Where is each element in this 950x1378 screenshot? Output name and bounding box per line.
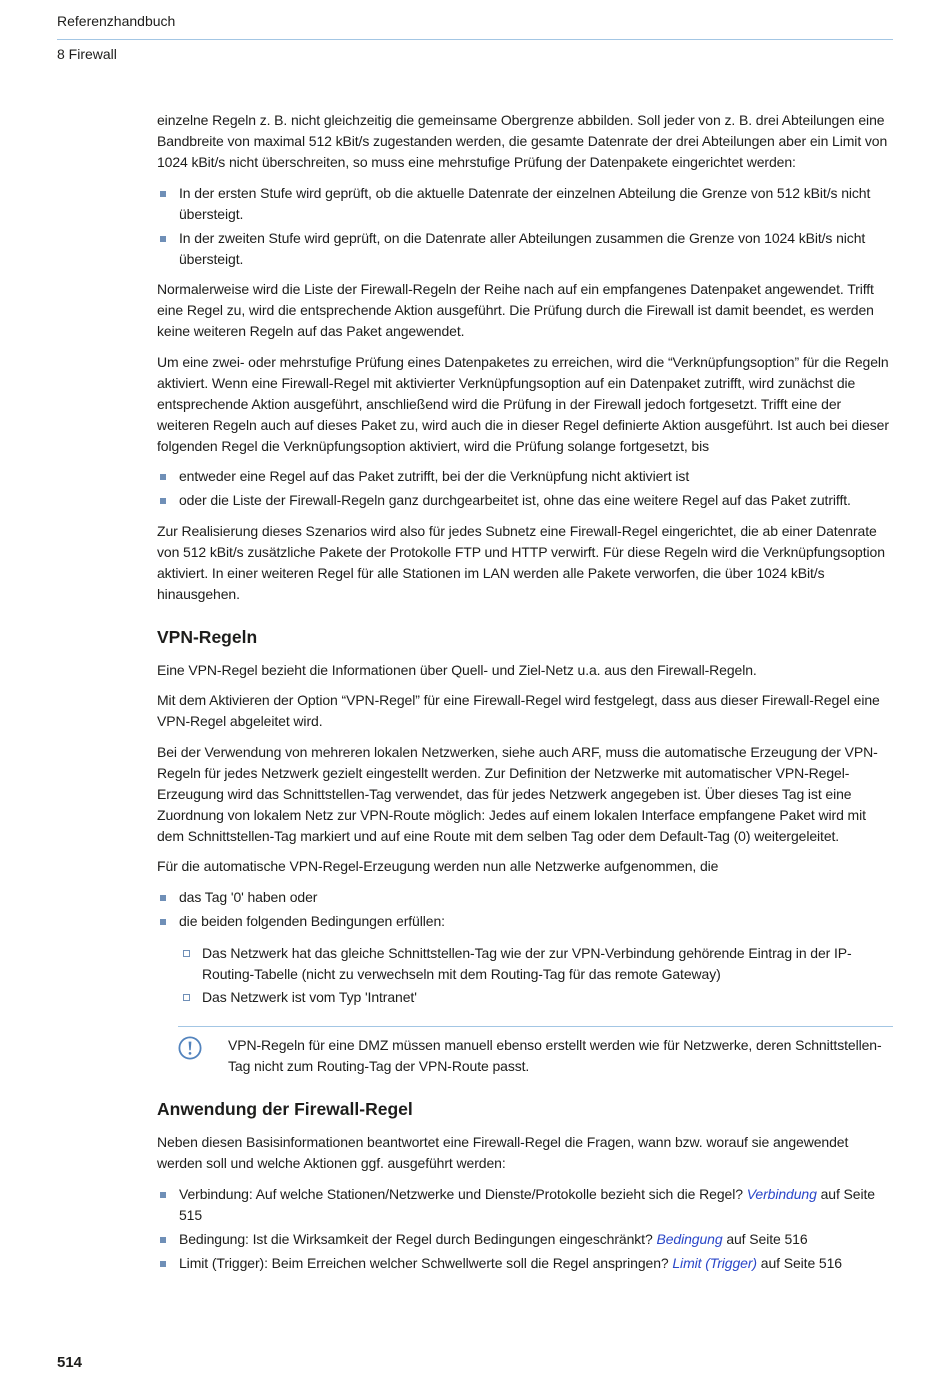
bullet-square-icon xyxy=(160,474,166,480)
bullet-square-icon xyxy=(160,919,166,925)
linking-option-paragraph: Um eine zwei- oder mehrstufige Prüfung eines Datenpaketes zu erreichen, wird die “Verknüpfungsoption” für die Regeln aktiviert. Wenn eine Firewall-Regel mit aktivierter Verknüpfungsoption auf ein Datenpaket zutrifft, wird zunächst die entsprechende Aktion ausgeführt, anschließend wird die Prüfung in der Firewall jedoch fortgesetzt. Trifft eine der weiteren Regeln auch auf dieses Paket zu, wird auch die in dieser Regel definierte Aktion ausgeführt. Ist auch bei dieser folgenden Regel die Verknüpfungsoption aktiviert, wird die Prüfung solange fortgesetzt, bis xyxy=(157,353,889,454)
default-processing-paragraph: Normalerweise wird die Liste der Firewall-Regeln der Reihe nach auf ein empfangenes Datenpaket angewendet. Trifft eine Regel zu, wird die entsprechende Aktion ausgeführt. Die Prüfung durch die Firewall ist damit beendet, es werden keine weiteren Regeln auf das Paket angewendet. xyxy=(157,281,874,339)
paragraph: Eine VPN-Regel bezieht die Informationen über Quell- und Ziel-Netz u.a. aus den Firewall-Regeln. xyxy=(157,661,757,678)
bullet-square-icon xyxy=(160,236,166,242)
list-item xyxy=(157,887,893,908)
list-item xyxy=(157,1184,893,1226)
scenario-paragraph: Zur Realisierung dieses Szenarios wird also für jedes Subnetz eine Firewall-Regel eingerichtet, die ab einer Datenrate von 512 kBit/s zusätzliche Pakete der Protokolle FTP und HTTP verwirft. Für diese Regeln wird die Verknüpfungsoption aktiviert. In einer weiteren Regel für alle Stationen im LAN werden alle Pakete verworfen, die über 1024 kBit/s hinausgehen. xyxy=(157,522,885,602)
list-item-text: In der zweiten Stufe wird geprüft, on die Datenrate aller Abteilungen zusammen die Grenze von 1024 kBit/s nicht übersteigt. xyxy=(179,229,866,267)
sub-list-item xyxy=(179,943,893,985)
section-heading-firewall-rule-application: Anwendung der Firewall-Regel xyxy=(157,1099,413,1119)
aspect-question: Limit (Trigger): Beim Erreichen welcher Schwellwerte soll die Regel anspringen? xyxy=(179,1254,669,1271)
aspect-question: Bedingung: Ist die Wirksamkeit der Regel durch Bedingungen eingeschränkt? xyxy=(179,1230,653,1247)
running-title: Referenzhandbuch xyxy=(57,13,176,29)
page-reference: auf Seite 516 xyxy=(760,1254,842,1271)
bullet-square-icon xyxy=(160,498,166,504)
chapter-label: 8 Firewall xyxy=(57,46,117,62)
bullet-square-icon xyxy=(160,1192,166,1198)
list-item-text: oder die Liste der Firewall-Regeln ganz durchgearbeitet ist, ohne das eine weitere Regel auf das Paket zutrifft. xyxy=(179,492,851,508)
page-content xyxy=(157,110,893,1283)
bullet-square-icon xyxy=(160,1237,166,1243)
bullet-square-icon xyxy=(160,1261,166,1267)
header-divider xyxy=(57,39,893,40)
rule-aspects-list xyxy=(157,1184,893,1274)
list-item xyxy=(157,183,893,225)
list-item xyxy=(157,1253,893,1274)
note-box xyxy=(178,1026,893,1078)
list-item xyxy=(157,466,893,487)
list-item xyxy=(157,228,893,270)
paragraph: Mit dem Aktivieren der Option “VPN-Regel” für eine Firewall-Regel wird festgelegt, dass aus dieser Firewall-Regel eine VPN-Regel abgeleitet wird. xyxy=(157,692,880,729)
page-number: 514 xyxy=(57,1354,83,1371)
section-heading-vpn-rules: VPN-Regeln xyxy=(157,626,258,647)
intro-paragraph: einzelne Regeln z. B. nicht gleichzeitig die gemeinsame Obergrenze abbilden. Soll jeder von z. B. drei Abteilungen eine Bandbreite von maximal 512 kBit/s zugestanden werden, die gesamte Datenrate der drei Abteilungen aber ein Limit von 1024 kBit/s nicht überschreiten, so muss eine mehrstufige Prüfung der Datenpakete eingerichtet werden: xyxy=(157,112,888,170)
sub-list-item xyxy=(179,987,893,1008)
sub-list-item-text: Das Netzwerk hat das gleiche Schnittstellen-Tag wie der zur VPN-Verbindung gehörende Eintrag in der IP-Routing-Tabelle (nicht zu verwechseln mit dem Routing-Tag für das remote Gateway) xyxy=(202,944,852,982)
hollow-square-bullet-icon xyxy=(183,994,190,1001)
paragraph: Neben diesen Basisinformationen beantwortet eine Firewall-Regel die Fragen, wann bzw. worauf sie angewendet werden soll und welche Aktionen ggf. ausgeführt werden: xyxy=(157,1134,849,1171)
list-item-text: die beiden folgenden Bedingungen erfüllen: xyxy=(179,912,445,929)
page-reference: auf Seite 515 xyxy=(179,1185,875,1223)
list-item xyxy=(157,490,893,511)
bullet-square-icon xyxy=(160,895,166,901)
cross-reference-link-bedingung[interactable]: Bedingung xyxy=(656,1230,723,1247)
list-item-text: entweder eine Regel auf das Paket zutrifft, bei der die Verknüpfung nicht aktiviert ist xyxy=(179,468,690,484)
list-item xyxy=(157,911,893,1008)
exclamation-circle-icon xyxy=(178,1036,202,1060)
list-item-text: das Tag '0' haben oder xyxy=(179,888,318,905)
stage-check-list xyxy=(157,183,893,270)
note-text: VPN-Regeln für eine DMZ müssen manuell ebenso erstellt werden wie für Netzwerke, deren Schnittstellen-Tag nicht zum Routing-Tag der VPN-Route passt. xyxy=(228,1037,882,1074)
cross-reference-link-verbindung[interactable]: Verbindung xyxy=(746,1185,817,1202)
sub-criteria-list xyxy=(179,943,893,1008)
sub-list-item-text: Das Netzwerk ist vom Typ 'Intranet' xyxy=(202,988,417,1005)
hollow-square-bullet-icon xyxy=(183,950,190,957)
page-reference: auf Seite 516 xyxy=(726,1230,808,1247)
list-item xyxy=(157,1229,893,1250)
network-criteria-list xyxy=(157,887,893,1008)
cross-reference-link-limit-trigger[interactable]: Limit (Trigger) xyxy=(672,1254,757,1271)
list-item-text: In der ersten Stufe wird geprüft, ob die aktuelle Datenrate der einzelnen Abteilung die Grenze von 512 kBit/s nicht übersteigt. xyxy=(179,184,871,222)
paragraph: Bei der Verwendung von mehreren lokalen Netzwerken, siehe auch ARF, muss die automatische Erzeugung der VPN-Regeln für jedes Netzwerk gezielt eingestellt werden. Zur Definition der Netzwerke mit automatischer VPN-Regel-Erzeugung wird das Schnittstellen-Tag verwendet, das für jedes Netzwerk angegeben ist. Über dieses Tag ist eine Zuordnung von lokalem Netz zur VPN-Route möglich: Jedes auf einem lokalen Interface empfangene Paket wird mit dem Schnittstellen-Tag markiert und auf eine Route mit dem selben Tag oder dem Default-Tag (0) weitergeleitet. xyxy=(157,743,878,844)
paragraph: Für die automatische VPN-Regel-Erzeugung werden nun alle Netzwerke aufgenommen, die xyxy=(157,858,719,874)
aspect-question: Verbindung: Auf welche Stationen/Netzwerke und Dienste/Protokolle bezieht sich die Regel? xyxy=(179,1185,743,1202)
bullet-square-icon xyxy=(160,191,166,197)
linking-until-list xyxy=(157,466,893,511)
